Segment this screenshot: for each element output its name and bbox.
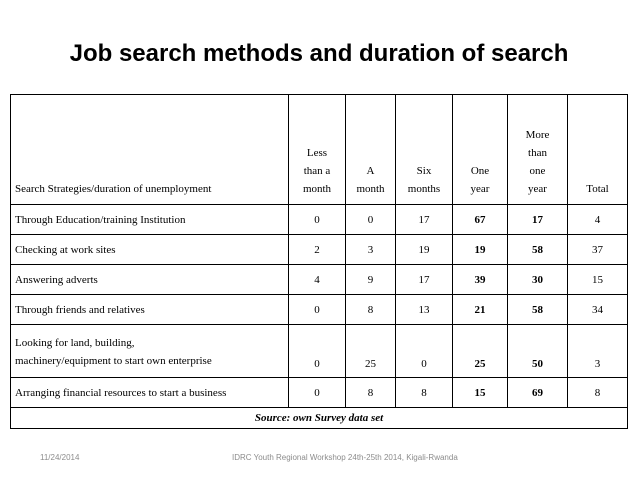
cell-one-year: 67 bbox=[453, 205, 508, 235]
row-label: Through Education/training Institution bbox=[11, 205, 289, 235]
cell-total: 4 bbox=[568, 205, 628, 235]
header-more-than-one-year bbox=[508, 95, 568, 205]
cell-six-months: 19 bbox=[396, 235, 453, 265]
row-label: Arranging financial resources to start a business bbox=[11, 378, 289, 408]
row-label: Answering adverts bbox=[11, 265, 289, 295]
header-text: Total bbox=[586, 183, 609, 195]
row-label-line: machinery/equipment to start own enterprise bbox=[15, 355, 212, 367]
cell-less-than-month: 0 bbox=[289, 295, 346, 325]
row-label: Checking at work sites bbox=[11, 235, 289, 265]
cell-one-year: 25 bbox=[453, 325, 508, 378]
header-text: Six bbox=[416, 165, 432, 177]
table-row bbox=[11, 325, 628, 378]
table-header-row bbox=[11, 95, 628, 205]
header-text: year bbox=[470, 183, 490, 195]
cell-total: 37 bbox=[568, 235, 628, 265]
data-table bbox=[10, 94, 628, 429]
cell-more-than-one-year: 50 bbox=[508, 325, 568, 378]
cell-more-than-one-year: 69 bbox=[508, 378, 568, 408]
cell-a-month: 3 bbox=[346, 235, 396, 265]
cell-six-months: 17 bbox=[396, 205, 453, 235]
table-row bbox=[11, 235, 628, 265]
header-text: One bbox=[470, 165, 490, 177]
cell-six-months: 17 bbox=[396, 265, 453, 295]
header-strategy-text: Search Strategies/duration of unemployment bbox=[15, 183, 212, 195]
cell-more-than-one-year: 58 bbox=[508, 235, 568, 265]
source-note: Source: own Survey data set bbox=[11, 408, 628, 429]
header-text: month bbox=[356, 183, 385, 195]
table-row bbox=[11, 295, 628, 325]
footer-date: 11/24/2014 bbox=[40, 453, 80, 462]
source-row bbox=[11, 408, 628, 429]
cell-more-than-one-year: 17 bbox=[508, 205, 568, 235]
cell-total: 34 bbox=[568, 295, 628, 325]
header-strategy bbox=[11, 95, 289, 205]
page-title: Job search methods and duration of search bbox=[69, 40, 569, 67]
cell-a-month: 25 bbox=[346, 325, 396, 378]
cell-six-months: 13 bbox=[396, 295, 453, 325]
row-label bbox=[11, 325, 289, 378]
row-label-line: Looking for land, building, bbox=[15, 337, 135, 349]
cell-six-months: 0 bbox=[396, 325, 453, 378]
header-text: A bbox=[366, 165, 375, 177]
cell-more-than-one-year: 58 bbox=[508, 295, 568, 325]
header-less-than-month bbox=[289, 95, 346, 205]
header-six-months bbox=[396, 95, 453, 205]
table-row bbox=[11, 205, 628, 235]
header-text: than a bbox=[303, 165, 331, 177]
cell-one-year: 39 bbox=[453, 265, 508, 295]
cell-total: 15 bbox=[568, 265, 628, 295]
header-text: than bbox=[528, 147, 547, 159]
cell-one-year: 21 bbox=[453, 295, 508, 325]
cell-less-than-month: 0 bbox=[289, 378, 346, 408]
cell-total: 3 bbox=[568, 325, 628, 378]
table-row bbox=[11, 378, 628, 408]
cell-more-than-one-year: 30 bbox=[508, 265, 568, 295]
header-one-year bbox=[453, 95, 508, 205]
table-row bbox=[11, 265, 628, 295]
cell-less-than-month: 2 bbox=[289, 235, 346, 265]
header-a-month bbox=[346, 95, 396, 205]
cell-a-month: 0 bbox=[346, 205, 396, 235]
cell-less-than-month: 0 bbox=[289, 205, 346, 235]
header-text: one bbox=[529, 165, 546, 177]
row-label: Through friends and relatives bbox=[11, 295, 289, 325]
header-text: months bbox=[407, 183, 441, 195]
header-total bbox=[568, 95, 628, 205]
footer-workshop: IDRC Youth Regional Workshop 24th-25th 2014, Kigali-Rwanda bbox=[232, 453, 458, 462]
cell-less-than-month: 4 bbox=[289, 265, 346, 295]
cell-a-month: 8 bbox=[346, 378, 396, 408]
header-text: More bbox=[525, 129, 550, 141]
cell-total: 8 bbox=[568, 378, 628, 408]
cell-one-year: 15 bbox=[453, 378, 508, 408]
cell-one-year: 19 bbox=[453, 235, 508, 265]
cell-less-than-month: 0 bbox=[289, 325, 346, 378]
cell-six-months: 8 bbox=[396, 378, 453, 408]
cell-a-month: 9 bbox=[346, 265, 396, 295]
header-text: Less bbox=[306, 147, 328, 159]
header-text: month bbox=[302, 183, 332, 195]
header-text: year bbox=[528, 183, 547, 195]
cell-a-month: 8 bbox=[346, 295, 396, 325]
